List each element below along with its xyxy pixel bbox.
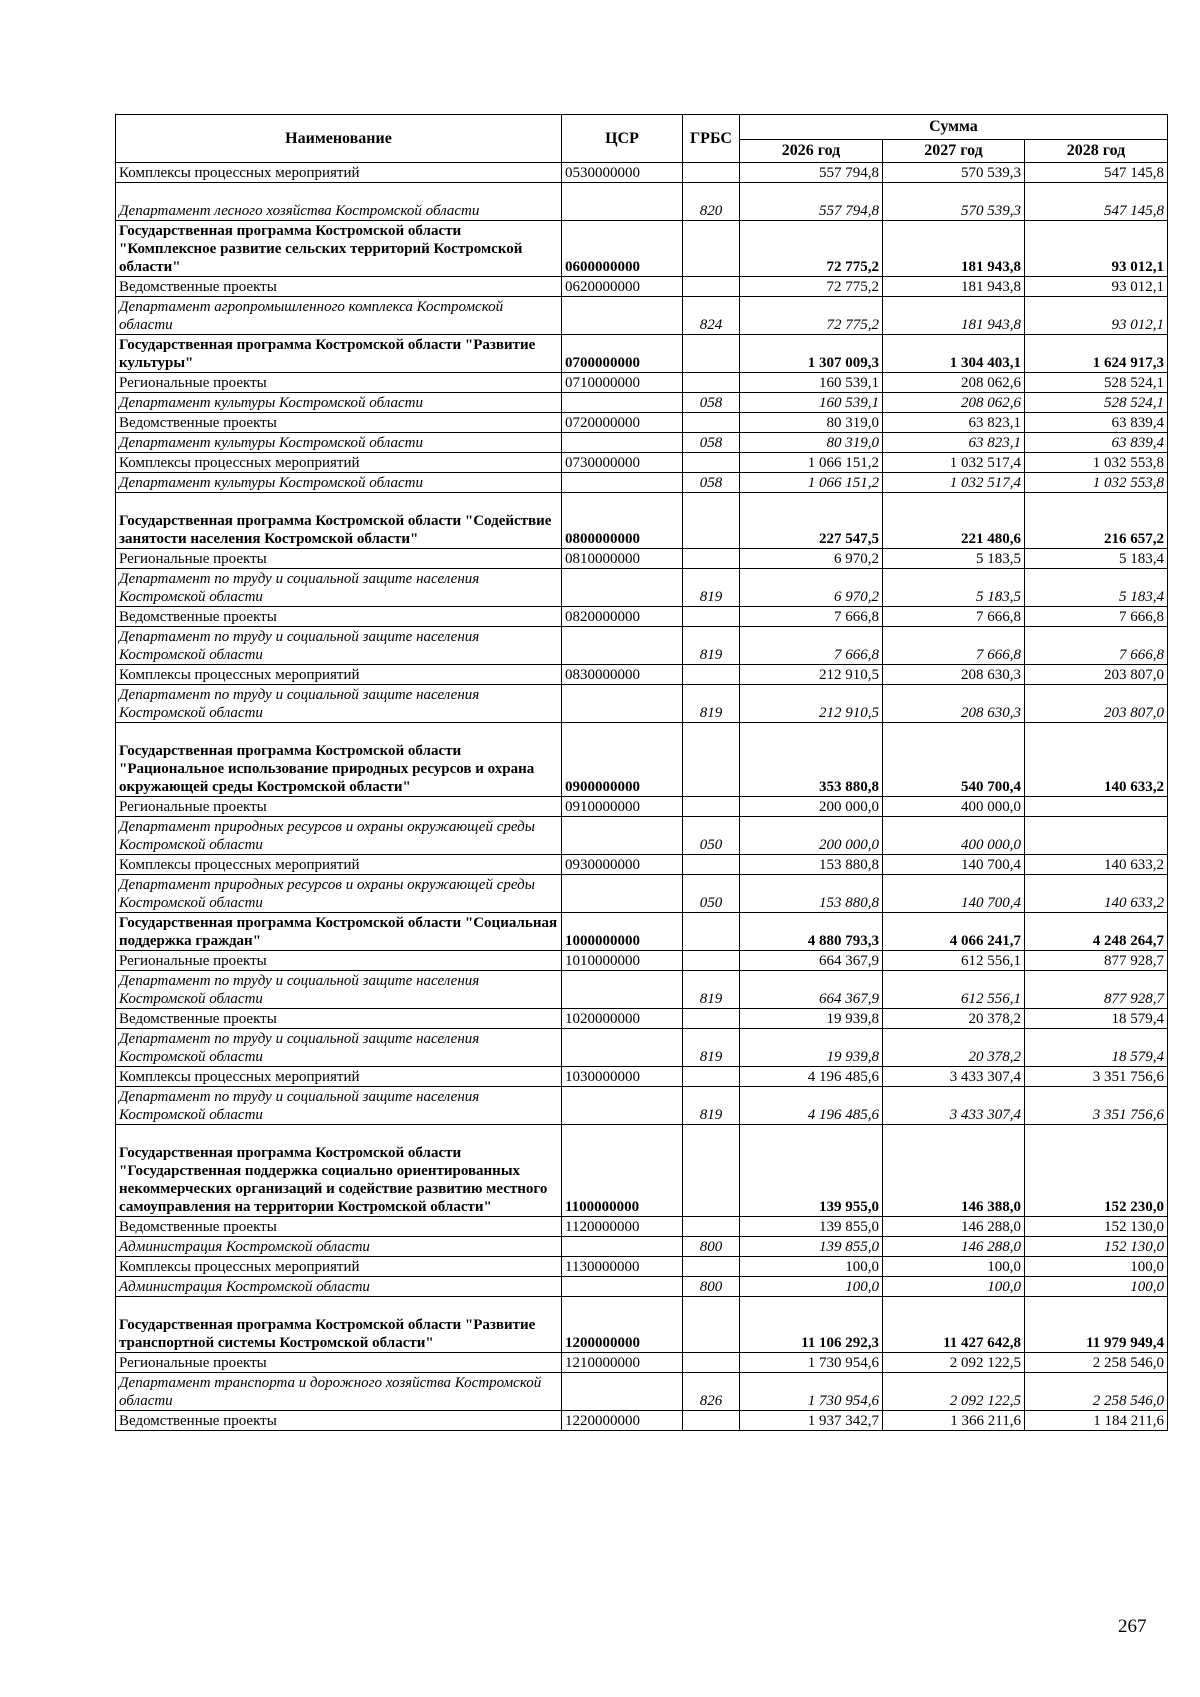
row-name: Комплексы процессных мероприятий [116,1257,562,1277]
row-grbs [683,1297,740,1353]
row-grbs [683,277,740,297]
table-row [116,913,1168,951]
row-sum-2026: 139 955,0 [740,1125,883,1217]
row-grbs [683,1217,740,1237]
row-grbs [683,951,740,971]
row-name: Государственная программа Костромской области "Развитие культуры" [116,335,562,373]
row-sum-2028: 4 248 264,7 [1025,913,1168,951]
row-csr [562,875,683,913]
row-csr: 0730000000 [562,453,683,473]
row-sum-2026: 160 539,1 [740,373,883,393]
row-grbs: 824 [683,297,740,335]
row-sum-2027: 7 666,8 [883,627,1025,665]
row-grbs [683,855,740,875]
table-row [116,433,1168,453]
row-sum-2027: 146 388,0 [883,1125,1025,1217]
row-csr: 1210000000 [562,1353,683,1373]
row-name: Департамент по труду и социальной защите населения Костромской области [116,685,562,723]
row-grbs: 800 [683,1277,740,1297]
row-name: Комплексы процессных мероприятий [116,163,562,183]
row-grbs: 050 [683,875,740,913]
row-csr: 1000000000 [562,913,683,951]
row-name: Департамент транспорта и дорожного хозяйства Костромской области [116,1373,562,1411]
table-row [116,1297,1168,1353]
row-sum-2028: 203 807,0 [1025,685,1168,723]
row-grbs: 819 [683,971,740,1009]
row-sum-2026: 19 939,8 [740,1029,883,1067]
row-sum-2028: 93 012,1 [1025,297,1168,335]
row-sum-2028: 216 657,2 [1025,493,1168,549]
row-sum-2028: 528 524,1 [1025,393,1168,413]
table-row [116,627,1168,665]
table-row [116,685,1168,723]
row-name: Ведомственные проекты [116,607,562,627]
row-sum-2028: 2 258 546,0 [1025,1353,1168,1373]
row-sum-2026: 6 970,2 [740,569,883,607]
row-name: Ведомственные проекты [116,1411,562,1431]
row-sum-2026: 4 880 793,3 [740,913,883,951]
row-sum-2027: 63 823,1 [883,413,1025,433]
row-sum-2028: 152 130,0 [1025,1237,1168,1257]
row-grbs [683,665,740,685]
row-sum-2028: 5 183,4 [1025,569,1168,607]
table-row [116,1277,1168,1297]
row-sum-2026: 212 910,5 [740,685,883,723]
row-name: Департамент по труду и социальной защите населения Костромской области [116,569,562,607]
table-row [116,221,1168,277]
table-row [116,665,1168,685]
table-row [116,607,1168,627]
row-sum-2028: 93 012,1 [1025,277,1168,297]
table-row [116,277,1168,297]
table-row [116,1067,1168,1087]
row-name: Ведомственные проекты [116,1009,562,1029]
row-grbs [683,797,740,817]
table-row [116,1373,1168,1411]
row-grbs [683,1353,740,1373]
table-row [116,453,1168,473]
row-sum-2028: 547 145,8 [1025,163,1168,183]
row-csr: 1120000000 [562,1217,683,1237]
row-csr: 1200000000 [562,1297,683,1353]
row-sum-2027: 208 630,3 [883,665,1025,685]
row-sum-2027: 5 183,5 [883,569,1025,607]
row-sum-2026: 4 196 485,6 [740,1067,883,1087]
row-sum-2027: 146 288,0 [883,1217,1025,1237]
row-name: Региональные проекты [116,797,562,817]
row-sum-2026: 160 539,1 [740,393,883,413]
row-grbs: 819 [683,569,740,607]
row-sum-2027: 570 539,3 [883,163,1025,183]
row-sum-2026: 664 367,9 [740,951,883,971]
row-csr: 0620000000 [562,277,683,297]
row-sum-2026: 227 547,5 [740,493,883,549]
row-name: Региональные проекты [116,373,562,393]
row-csr: 0910000000 [562,797,683,817]
row-sum-2028: 63 839,4 [1025,433,1168,453]
table-row [116,1087,1168,1125]
row-sum-2027: 181 943,8 [883,221,1025,277]
row-csr [562,1373,683,1411]
table-row [116,797,1168,817]
row-sum-2028: 63 839,4 [1025,413,1168,433]
row-grbs [683,493,740,549]
row-name: Региональные проекты [116,549,562,569]
table-row [116,971,1168,1009]
row-csr: 0900000000 [562,723,683,797]
table-row [116,297,1168,335]
row-csr: 1130000000 [562,1257,683,1277]
row-sum-2027: 2 092 122,5 [883,1373,1025,1411]
row-name: Департамент агропромышленного комплекса Костромской области [116,297,562,335]
row-csr: 1220000000 [562,1411,683,1431]
row-sum-2028: 877 928,7 [1025,971,1168,1009]
row-sum-2027: 208 062,6 [883,373,1025,393]
row-sum-2027: 208 062,6 [883,393,1025,413]
row-sum-2027: 400 000,0 [883,817,1025,855]
row-grbs: 800 [683,1237,740,1257]
row-sum-2027: 570 539,3 [883,183,1025,221]
row-sum-2027: 20 378,2 [883,1009,1025,1029]
row-sum-2028: 3 351 756,6 [1025,1067,1168,1087]
row-sum-2028: 7 666,8 [1025,627,1168,665]
row-sum-2028: 18 579,4 [1025,1009,1168,1029]
row-csr [562,433,683,453]
row-name: Департамент по труду и социальной защите населения Костромской области [116,1029,562,1067]
row-sum-2026: 1 937 342,7 [740,1411,883,1431]
row-sum-2028: 152 230,0 [1025,1125,1168,1217]
page-number: 267 [1118,1616,1147,1637]
row-sum-2026: 1 307 009,3 [740,335,883,373]
row-sum-2026: 557 794,8 [740,183,883,221]
row-name: Департамент лесного хозяйства Костромской области [116,183,562,221]
row-sum-2026: 1 066 151,2 [740,453,883,473]
row-csr: 0710000000 [562,373,683,393]
row-name: Департамент культуры Костромской области [116,393,562,413]
row-grbs: 058 [683,433,740,453]
row-sum-2026: 1 066 151,2 [740,473,883,493]
row-sum-2026: 100,0 [740,1277,883,1297]
row-sum-2027: 2 092 122,5 [883,1353,1025,1373]
row-sum-2028: 1 032 553,8 [1025,473,1168,493]
row-csr [562,1029,683,1067]
row-csr: 0530000000 [562,163,683,183]
row-sum-2026: 19 939,8 [740,1009,883,1029]
row-sum-2026: 139 855,0 [740,1217,883,1237]
row-name: Государственная программа Костромской области "Развитие транспортной системы Костромской области" [116,1297,562,1353]
row-grbs [683,1411,740,1431]
row-sum-2027: 4 066 241,7 [883,913,1025,951]
header-csr: ЦСР [562,115,683,163]
row-csr: 0700000000 [562,335,683,373]
row-sum-2026: 11 106 292,3 [740,1297,883,1353]
row-sum-2026: 80 319,0 [740,433,883,453]
row-sum-2028: 3 351 756,6 [1025,1087,1168,1125]
row-csr [562,183,683,221]
table-row [116,373,1168,393]
row-grbs [683,373,740,393]
row-sum-2026: 557 794,8 [740,163,883,183]
row-grbs: 050 [683,817,740,855]
row-sum-2027: 5 183,5 [883,549,1025,569]
row-grbs [683,221,740,277]
row-sum-2027: 146 288,0 [883,1237,1025,1257]
row-sum-2027: 540 700,4 [883,723,1025,797]
row-sum-2026: 72 775,2 [740,277,883,297]
row-sum-2027: 221 480,6 [883,493,1025,549]
row-sum-2027: 612 556,1 [883,971,1025,1009]
row-sum-2026: 200 000,0 [740,817,883,855]
row-sum-2027: 3 433 307,4 [883,1087,1025,1125]
row-sum-2026: 353 880,8 [740,723,883,797]
table-row [116,855,1168,875]
table-row [116,1237,1168,1257]
row-csr [562,1237,683,1257]
table-row [116,473,1168,493]
row-sum-2028: 1 032 553,8 [1025,453,1168,473]
row-sum-2028: 547 145,8 [1025,183,1168,221]
row-name: Государственная программа Костромской области "Рациональное использование природных ресурсов и охрана окружающей среды Костромской области" [116,723,562,797]
row-sum-2026: 664 367,9 [740,971,883,1009]
row-sum-2028: 877 928,7 [1025,951,1168,971]
table-row [116,549,1168,569]
row-sum-2026: 100,0 [740,1257,883,1277]
row-sum-2028: 140 633,2 [1025,855,1168,875]
row-name: Департамент культуры Костромской области [116,433,562,453]
row-sum-2026: 7 666,8 [740,607,883,627]
row-sum-2028: 93 012,1 [1025,221,1168,277]
row-sum-2028: 140 633,2 [1025,875,1168,913]
table-row [116,163,1168,183]
row-name: Департамент по труду и социальной защите населения Костромской области [116,1087,562,1125]
row-sum-2026: 153 880,8 [740,855,883,875]
row-sum-2027: 1 032 517,4 [883,453,1025,473]
row-csr [562,297,683,335]
row-csr [562,971,683,1009]
row-csr: 1020000000 [562,1009,683,1029]
table-row [116,493,1168,549]
table-row [116,335,1168,373]
row-sum-2028: 152 130,0 [1025,1217,1168,1237]
row-csr [562,473,683,493]
table-row [116,723,1168,797]
row-name: Комплексы процессных мероприятий [116,665,562,685]
row-sum-2027: 612 556,1 [883,951,1025,971]
row-sum-2026: 153 880,8 [740,875,883,913]
row-sum-2028: 528 524,1 [1025,373,1168,393]
row-sum-2028: 11 979 949,4 [1025,1297,1168,1353]
row-sum-2028: 1 184 211,6 [1025,1411,1168,1431]
row-sum-2026: 6 970,2 [740,549,883,569]
row-grbs [683,335,740,373]
row-csr: 0820000000 [562,607,683,627]
row-name: Региональные проекты [116,1353,562,1373]
row-grbs [683,723,740,797]
row-name: Комплексы процессных мероприятий [116,453,562,473]
row-sum-2027: 1 304 403,1 [883,335,1025,373]
row-csr [562,817,683,855]
row-csr: 0930000000 [562,855,683,875]
row-sum-2026: 1 730 954,6 [740,1353,883,1373]
row-sum-2026: 7 666,8 [740,627,883,665]
table-row [116,875,1168,913]
table-body [116,163,1168,1431]
row-sum-2028: 18 579,4 [1025,1029,1168,1067]
budget-table [115,114,1168,1431]
row-sum-2028: 5 183,4 [1025,549,1168,569]
row-csr: 0830000000 [562,665,683,685]
table-row [116,1411,1168,1431]
row-sum-2027: 100,0 [883,1277,1025,1297]
row-name: Ведомственные проекты [116,277,562,297]
header-year-2026: 2026 год [740,140,883,163]
row-name: Ведомственные проекты [116,413,562,433]
row-name: Государственная программа Костромской области "Государственная поддержка социально ориентированных некоммерческих организаций и содействие развитию местного самоуправления на территории Костромской области" [116,1125,562,1217]
row-sum-2028: 7 666,8 [1025,607,1168,627]
row-sum-2027: 1 366 211,6 [883,1411,1025,1431]
row-grbs [683,453,740,473]
row-grbs: 819 [683,1029,740,1067]
row-sum-2027: 63 823,1 [883,433,1025,453]
header-grbs: ГРБС [683,115,740,163]
row-csr: 1100000000 [562,1125,683,1217]
header-year-2028: 2028 год [1025,140,1168,163]
row-csr [562,685,683,723]
table-row [116,951,1168,971]
row-sum-2026: 72 775,2 [740,297,883,335]
table-row [116,817,1168,855]
header-name: Наименование [116,115,562,163]
row-sum-2027: 7 666,8 [883,607,1025,627]
table-row [116,1217,1168,1237]
table-row [116,1257,1168,1277]
row-sum-2028: 2 258 546,0 [1025,1373,1168,1411]
row-grbs [683,607,740,627]
row-csr [562,1277,683,1297]
row-sum-2027: 140 700,4 [883,855,1025,875]
row-grbs [683,413,740,433]
row-grbs [683,1257,740,1277]
row-grbs: 826 [683,1373,740,1411]
table-row [116,1009,1168,1029]
table-row [116,1353,1168,1373]
table-row [116,1029,1168,1067]
table-row [116,183,1168,221]
row-grbs [683,163,740,183]
row-sum-2027: 140 700,4 [883,875,1025,913]
row-name: Департамент по труду и социальной защите населения Костромской области [116,627,562,665]
row-csr: 0810000000 [562,549,683,569]
row-sum-2026: 1 730 954,6 [740,1373,883,1411]
row-name: Комплексы процессных мероприятий [116,1067,562,1087]
row-sum-2026: 80 319,0 [740,413,883,433]
row-sum-2026: 4 196 485,6 [740,1087,883,1125]
row-name: Департамент природных ресурсов и охраны окружающей среды Костромской области [116,817,562,855]
row-sum-2027: 100,0 [883,1257,1025,1277]
row-name: Региональные проекты [116,951,562,971]
table-row [116,1125,1168,1217]
row-grbs: 058 [683,473,740,493]
row-grbs: 820 [683,183,740,221]
row-sum-2027: 1 032 517,4 [883,473,1025,493]
row-sum-2028 [1025,797,1168,817]
row-grbs: 058 [683,393,740,413]
row-sum-2027: 181 943,8 [883,277,1025,297]
row-csr: 0800000000 [562,493,683,549]
row-grbs: 819 [683,685,740,723]
row-grbs [683,1067,740,1087]
row-sum-2026: 212 910,5 [740,665,883,685]
row-sum-2027: 3 433 307,4 [883,1067,1025,1087]
row-sum-2026: 72 775,2 [740,221,883,277]
row-csr: 1010000000 [562,951,683,971]
row-name: Администрация Костромской области [116,1237,562,1257]
row-name: Департамент по труду и социальной защите населения Костромской области [116,971,562,1009]
row-sum-2027: 208 630,3 [883,685,1025,723]
row-sum-2028: 100,0 [1025,1257,1168,1277]
row-sum-2028: 203 807,0 [1025,665,1168,685]
row-name: Государственная программа Костромской области "Социальная поддержка граждан" [116,913,562,951]
row-sum-2027: 20 378,2 [883,1029,1025,1067]
row-csr [562,1087,683,1125]
row-sum-2028: 1 624 917,3 [1025,335,1168,373]
row-csr [562,569,683,607]
row-csr: 0720000000 [562,413,683,433]
table-row [116,393,1168,413]
row-grbs: 819 [683,627,740,665]
header-sum: Сумма [740,115,1168,140]
row-csr: 0600000000 [562,221,683,277]
row-name: Департамент природных ресурсов и охраны окружающей среды Костромской области [116,875,562,913]
row-sum-2028: 140 633,2 [1025,723,1168,797]
row-sum-2026: 200 000,0 [740,797,883,817]
row-grbs: 819 [683,1087,740,1125]
table-header-row [116,115,1168,140]
row-csr [562,393,683,413]
row-grbs [683,549,740,569]
row-sum-2028 [1025,817,1168,855]
row-csr [562,627,683,665]
row-name: Департамент культуры Костромской области [116,473,562,493]
header-year-2027: 2027 год [883,140,1025,163]
row-name: Государственная программа Костромской области "Комплексное развитие сельских территорий Костромской области" [116,221,562,277]
row-sum-2027: 181 943,8 [883,297,1025,335]
row-name: Комплексы процессных мероприятий [116,855,562,875]
row-sum-2028: 100,0 [1025,1277,1168,1297]
table-row [116,569,1168,607]
row-sum-2027: 11 427 642,8 [883,1297,1025,1353]
row-csr: 1030000000 [562,1067,683,1087]
row-grbs [683,1009,740,1029]
row-grbs [683,1125,740,1217]
row-sum-2027: 400 000,0 [883,797,1025,817]
row-name: Ведомственные проекты [116,1217,562,1237]
row-name: Государственная программа Костромской области "Содействие занятости населения Костромской области" [116,493,562,549]
row-sum-2026: 139 855,0 [740,1237,883,1257]
row-grbs [683,913,740,951]
row-name: Администрация Костромской области [116,1277,562,1297]
table-row [116,413,1168,433]
